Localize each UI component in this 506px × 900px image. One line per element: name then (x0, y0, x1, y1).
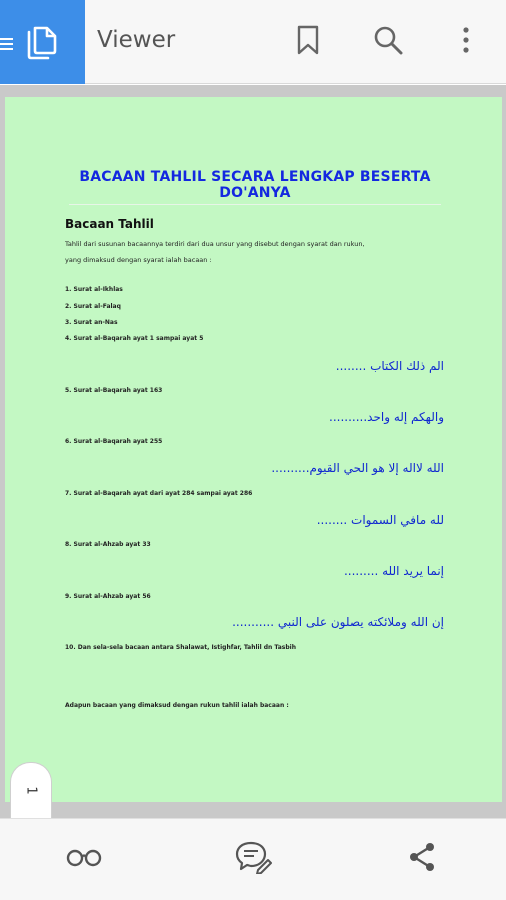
navigation-button[interactable] (0, 0, 85, 84)
comment-icon (234, 840, 272, 878)
document-icon (26, 26, 58, 60)
page-number: 1 (23, 786, 39, 795)
list-item: 1. Surat al-Ikhlas (65, 286, 123, 293)
search-icon (373, 25, 403, 59)
section-heading: Bacaan Tahlil (65, 217, 154, 231)
title-divider (69, 204, 441, 205)
page-indicator[interactable] (10, 762, 52, 818)
document-viewer[interactable] (0, 85, 506, 818)
arabic-verse: لله مافي السموات ........ (316, 513, 444, 527)
intro-line: yang dimaksud dengan syarat ialah bacaan : (65, 256, 212, 264)
arabic-verse: الم ذلك الكتاب ........ (335, 359, 444, 373)
list-item: 7. Surat al-Baqarah ayat dari ayat 284 sampai ayat 286 (65, 490, 253, 497)
arabic-verse: إن الله وملائكته يصلون على النبي ........... (232, 615, 444, 629)
comments-button[interactable] (233, 841, 273, 877)
intro-line: Tahlil dari susunan bacaannya terdiri dari dua unsur yang disebut dengan syarat dan rukun, (65, 240, 365, 248)
list-item: 9. Surat al-Ahzab ayat 56 (65, 593, 151, 600)
more-options-button[interactable] (448, 24, 484, 60)
list-item: 6. Surat al-Baqarah ayat 255 (65, 438, 163, 445)
document-page (5, 97, 502, 802)
arabic-verse: والهكم إله واحد.......... (329, 410, 444, 424)
document-title: BACAAN TAHLIL SECARA LENGKAP BESERTA DO'ANYA (79, 169, 431, 201)
list-item: 5. Surat al-Baqarah ayat 163 (65, 387, 163, 394)
closing-paragraph: Adapun bacaan yang dimaksud dengan rukun tahlil ialah bacaan : (65, 702, 289, 709)
arabic-verse: إنما يريد الله ......... (343, 564, 444, 578)
more-vert-icon (462, 26, 470, 58)
search-button[interactable] (370, 24, 406, 60)
app-title: Viewer (97, 27, 176, 53)
read-mode-button[interactable] (64, 841, 104, 877)
menu-icon (0, 36, 14, 50)
list-item: 3. Surat an-Nas (65, 319, 118, 326)
bottom-toolbar (0, 818, 506, 900)
list-item: 2. Surat al-Falaq (65, 303, 121, 310)
top-toolbar (0, 0, 506, 84)
list-item: 8. Surat al-Ahzab ayat 33 (65, 541, 151, 548)
bookmark-icon (297, 25, 319, 59)
intro-paragraph (65, 236, 445, 268)
share-icon (408, 842, 436, 876)
reading-glasses-icon (66, 847, 102, 871)
bookmark-button[interactable] (290, 24, 326, 60)
list-item: 4. Surat al-Baqarah ayat 1 sampai ayat 5 (65, 335, 204, 342)
share-button[interactable] (402, 841, 442, 877)
list-item: 10. Dan sela-sela bacaan antara Shalawat, Istighfar, Tahlil dn Tasbih (65, 644, 296, 651)
arabic-verse: الله لااله إلا هو الحي القيوم.......... (271, 461, 444, 475)
